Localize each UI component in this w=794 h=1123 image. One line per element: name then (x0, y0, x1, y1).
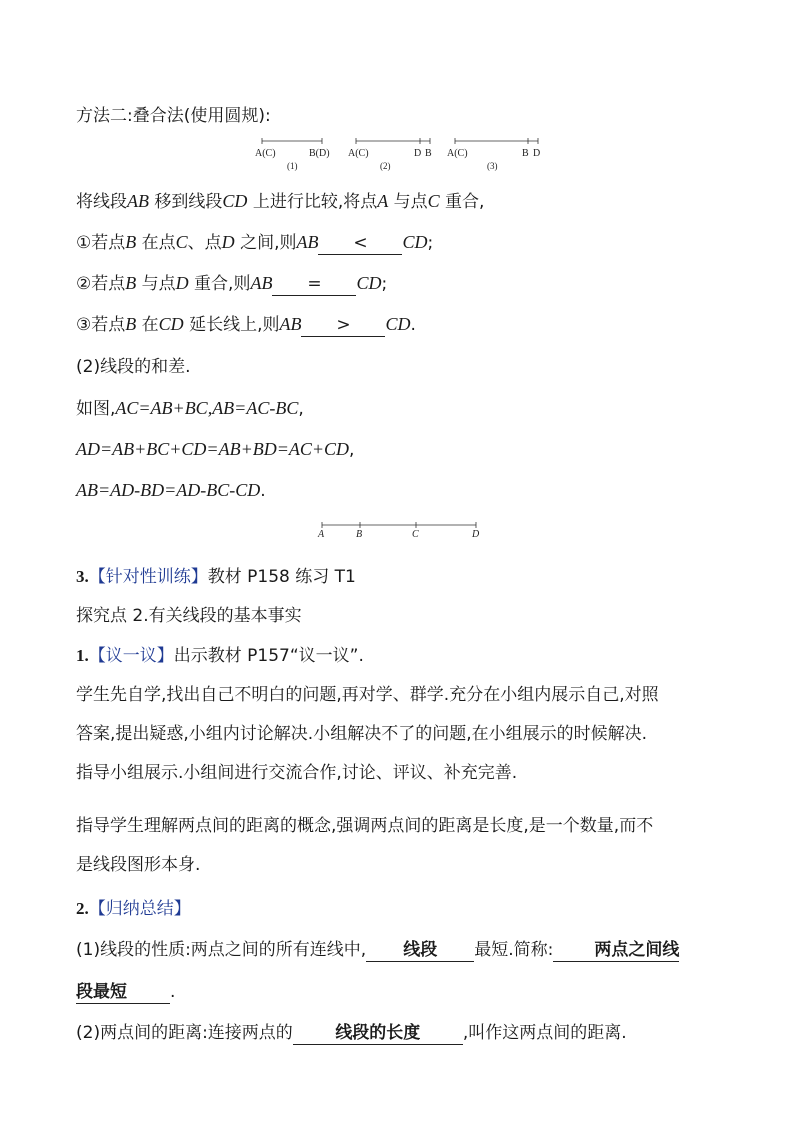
case1-text-2: 在点 (136, 233, 176, 253)
answer-shortest-b: 段最短 (76, 982, 127, 1002)
discuss-text: 出示教材 P157“议一议”. (173, 646, 364, 666)
item-number-3: 3. (76, 567, 89, 586)
case2-end: ; (381, 274, 388, 294)
fig2-a-label: A (318, 529, 325, 540)
property-1-text: (1)线段的性质:两点之间的所有连线中, (76, 940, 367, 960)
item-number-2: 2. (76, 899, 89, 918)
discuss-line (76, 644, 364, 668)
fig1-d2-left: A(C) (348, 148, 369, 159)
fig1-d1-right: B(D) (309, 148, 330, 159)
formula-2: AD=AB+BC+CD=AB+BD=AC+CD (76, 439, 350, 459)
case2-text-3: 重合,则 (188, 274, 251, 294)
answer-blank-2 (272, 273, 356, 296)
property-2-text: (2)两点间的距离:连接两点的 (76, 1023, 293, 1043)
var-b: B (125, 232, 137, 252)
para-2: 指导小组展示.小组间进行交流合作,讨论、评议、补充完善. (76, 763, 518, 783)
var-c: C (427, 191, 440, 211)
formula-1: AC=AB+BC,AB=AC-BC (115, 398, 299, 418)
para-3b: 是线段图形本身. (76, 855, 201, 875)
var-b: B (125, 314, 137, 334)
summary-tag: 【归纳总结】 (88, 899, 191, 919)
property-2-line (76, 1021, 627, 1045)
property-1-end: . (170, 982, 176, 1002)
var-b: B (125, 273, 137, 293)
var-cd: CD (356, 273, 382, 293)
formula-line-1 (76, 396, 304, 421)
answer-blank-1 (318, 232, 402, 255)
fig1-d1-num: (1) (287, 161, 298, 171)
formula-3: AB=AD-BD=AD-BC-CD (76, 480, 261, 500)
case1-text-1: ①若点 (76, 233, 126, 253)
property-1-line-2 (76, 980, 175, 1004)
case-1-line (76, 230, 433, 255)
var-cd: CD (222, 191, 248, 211)
answer-blank-segment (366, 939, 474, 962)
answer-greater-than: > (336, 315, 351, 335)
case3-end: . (410, 315, 416, 335)
move-text-5: 重合, (439, 192, 485, 212)
answer-less-than: < (353, 233, 368, 253)
fig2-b-label: B (356, 529, 363, 540)
fig1-d3-left: A(C) (447, 148, 468, 159)
answer-blank-shortest-b (76, 981, 170, 1004)
fig1-d2-b: B (425, 148, 432, 159)
fig2-c-label: C (412, 529, 419, 540)
answer-shortest-a: 两点之间线 (594, 940, 680, 960)
fig1-d2-num: (2) (380, 161, 391, 171)
formula-line-3 (76, 478, 266, 503)
fig1-d1-left: A(C) (255, 148, 276, 159)
answer-blank-length (293, 1022, 463, 1045)
fig2-d-label: D (472, 529, 480, 540)
case3-text-1: ③若点 (76, 315, 126, 335)
move-text-2: 移到线段 (149, 192, 223, 212)
fig1-d2-d: D (414, 148, 422, 159)
formula-2-end: , (349, 440, 355, 460)
practice-line (76, 565, 356, 589)
case2-text-2: 与点 (136, 274, 176, 294)
var-d: D (175, 273, 189, 293)
answer-segment-length: 线段的长度 (335, 1023, 421, 1043)
method2-prefix: 方法二 (76, 106, 127, 126)
answer-equal: = (307, 274, 322, 294)
var-d: D (221, 232, 235, 252)
property-1-line (76, 938, 679, 962)
para-1a: 学生先自学,找出自己不明白的问题,再对学、群学.充分在小组内展示自己,对照 (76, 685, 659, 705)
case1-text-3: 、点 (187, 233, 222, 253)
formula-line-2 (76, 437, 354, 462)
sum-diff-heading: (2)线段的和差. (76, 357, 191, 377)
var-cd: CD (385, 314, 411, 334)
var-cd: CD (158, 314, 184, 334)
move-text-4: 与点 (388, 192, 428, 212)
var-ab: AB (279, 314, 302, 334)
summary-line (76, 897, 191, 921)
formula-3-end: . (260, 481, 266, 501)
case2-text-1: ②若点 (76, 274, 126, 294)
targeted-training-tag: 【针对性训练】 (88, 567, 208, 587)
var-a: A (377, 191, 389, 211)
practice-text: 教材 P158 练习 T1 (207, 567, 356, 587)
para-1b: 答案,提出疑惑,小组内讨论解决.小组解决不了的问题,在小组展示的时候解决. (76, 724, 648, 744)
property-1-text-2: 最短.简称: (474, 940, 554, 960)
case1-end: ; (427, 233, 434, 253)
item-number-1: 1. (76, 646, 89, 665)
var-ab: AB (296, 232, 319, 252)
answer-blank-3 (301, 314, 385, 337)
discuss-tag: 【议一议】 (88, 646, 174, 666)
fig1-d3-b: B (522, 148, 529, 159)
case3-text-3: 延长线上,则 (183, 315, 280, 335)
method2-body: :叠合法(使用圆规): (127, 106, 271, 126)
fig1-d3-d: D (533, 148, 541, 159)
case-3-line (76, 312, 416, 337)
var-ab: AB (127, 191, 149, 211)
property-2-text-2: ,叫作这两点间的距离. (462, 1023, 627, 1043)
move-text-3: 上进行比较,将点 (247, 192, 378, 212)
move-line (76, 189, 484, 214)
formula-intro: 如图, (76, 399, 116, 419)
formula-1-end: , (298, 399, 304, 419)
var-c: C (175, 232, 188, 252)
case3-text-2: 在 (136, 315, 159, 335)
answer-blank-shortest-a (553, 939, 679, 962)
fig1-d3-num: (3) (487, 161, 498, 171)
case1-text-4: 之间,则 (234, 233, 297, 253)
move-text-1: 将线段 (76, 192, 127, 212)
para-3a: 指导学生理解两点间的距离的概念,强调两点间的距离是长度,是一个数量,而不 (76, 816, 654, 836)
answer-segment: 线段 (403, 940, 438, 960)
var-cd: CD (402, 232, 428, 252)
case-2-line (76, 271, 387, 296)
explore-point-2: 探究点 2.有关线段的基本事实 (76, 606, 302, 626)
var-ab: AB (250, 273, 273, 293)
